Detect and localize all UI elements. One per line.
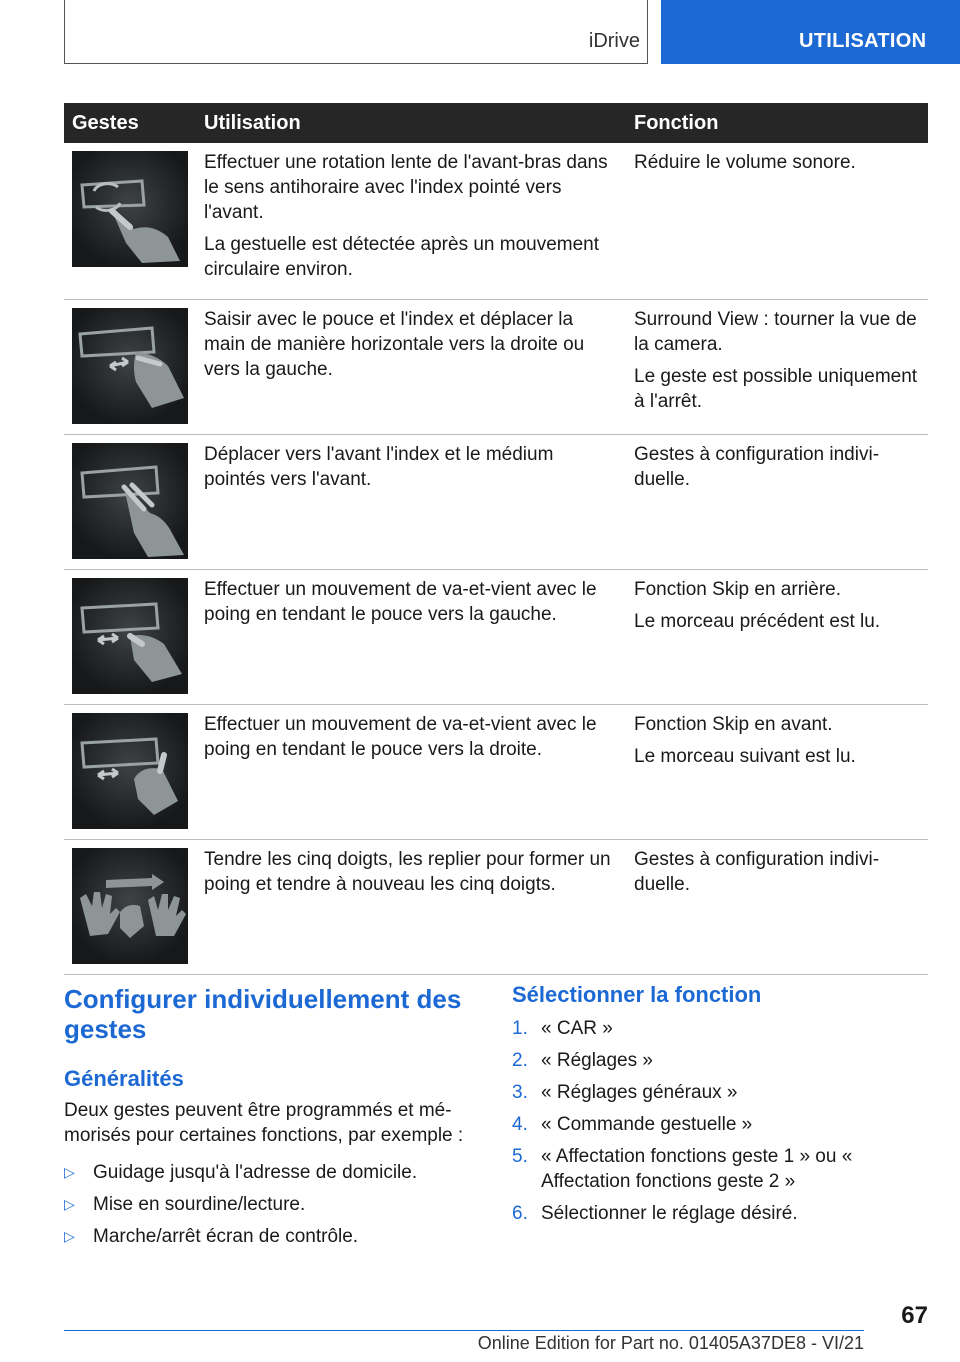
- function-text: Le morceau suivant est lu.: [634, 746, 856, 767]
- rotate-gesture-icon: [72, 151, 188, 267]
- table-row: [64, 300, 928, 435]
- usage-text: Tendre les cinq doigts, les replier pour former un poing et tendre à nouveau les cinq doigts.: [204, 849, 611, 895]
- function-text: Le geste est possible uniquement à l'arrêt.: [634, 366, 918, 412]
- two-finger-point-gesture-icon: [72, 443, 188, 559]
- section-title: Sélectionner la fonction: [512, 982, 762, 1007]
- usage-text: Déplacer vers l'avant l'index et le médium pointés vers l'avant.: [204, 444, 554, 490]
- subsection-title: Généralités: [64, 1066, 184, 1091]
- list-item: 6. Sélectionner le réglage désiré.: [512, 1203, 798, 1224]
- usage-text: La gestuelle est détectée après un mouvement circulaire environ.: [204, 234, 600, 280]
- header-frame: [64, 0, 648, 64]
- list-item: 3. « Réglages généraux »: [512, 1082, 738, 1103]
- steps-list: [512, 1016, 928, 1226]
- table-row: [64, 435, 928, 570]
- header-chapter-tab: UTILISATION: [661, 0, 960, 64]
- right-column: [512, 982, 928, 1233]
- table-header-row: [64, 103, 928, 143]
- header-section-title: iDrive: [588, 30, 640, 52]
- open-fist-open-gesture-icon: [72, 848, 188, 964]
- usage-text: Effectuer une rotation lente de l'avant-bras dans le sens antihoraire avec l'index pointé vers l'avant.: [204, 152, 608, 223]
- list-item: 2. « Réglages »: [512, 1050, 653, 1071]
- list-item: 5. « Affectation fonctions geste 1 » ou « Affectation fonctions geste 2 »: [512, 1146, 853, 1192]
- usage-text: Effectuer un mouvement de va‐et‐vient avec le poing en tendant le pouce vers la droite.: [204, 714, 597, 760]
- column-header-gestes: Gestes: [64, 103, 196, 143]
- column-header-fonction: Fonction: [626, 103, 928, 143]
- function-text: Réduire le volume sonore.: [634, 152, 856, 173]
- list-item: ▷ Mise en sourdine/lecture.: [64, 1194, 306, 1215]
- table-row: [64, 840, 928, 975]
- list-item: 1. « CAR »: [512, 1018, 613, 1039]
- usage-text: Effectuer un mouvement de va‐et‐vient avec le poing en tendant le pouce vers la gauche.: [204, 579, 597, 625]
- intro-paragraph: Deux gestes peuvent être programmés et mé‐morisés pour certaines fonctions, par exemple :: [64, 1100, 464, 1146]
- footer-edition: Online Edition for Part no. 01405A37DE8 - VI/21: [477, 1333, 864, 1353]
- list-item: ▷ Marche/arrêt écran de contrôle.: [64, 1226, 359, 1247]
- function-text: Gestes à configuration indivi‐duelle.: [634, 444, 880, 490]
- bullet-list: [64, 1160, 484, 1249]
- footer-divider: [64, 1330, 864, 1331]
- triangle-bullet-icon: ▷: [64, 1196, 75, 1212]
- list-item: 4. « Commande gestuelle »: [512, 1114, 753, 1135]
- function-text: Gestes à configuration indivi‐duelle.: [634, 849, 880, 895]
- table-row: [64, 570, 928, 705]
- usage-text: Saisir avec le pouce et l'index et déplacer la main de manière horizontale vers la droite ou vers la gauche.: [204, 309, 585, 380]
- function-text: Fonction Skip en arrière.: [634, 579, 841, 600]
- triangle-bullet-icon: ▷: [64, 1164, 75, 1180]
- gestures-table: [64, 103, 928, 975]
- page-number: 67: [901, 1302, 928, 1329]
- triangle-bullet-icon: ▷: [64, 1228, 75, 1244]
- function-text: Le morceau précédent est lu.: [634, 611, 881, 632]
- pinch-swipe-gesture-icon: [72, 308, 188, 424]
- thumb-left-gesture-icon: [72, 578, 188, 694]
- function-text: Fonction Skip en avant.: [634, 714, 833, 735]
- column-header-utilisation: Utilisation: [196, 103, 626, 143]
- function-text: Surround View : tourner la vue de la camera.: [634, 309, 917, 355]
- thumb-right-gesture-icon: [72, 713, 188, 829]
- table-row: [64, 143, 928, 300]
- list-item: ▷ Guidage jusqu'à l'adresse de domicile.: [64, 1162, 418, 1183]
- table-row: [64, 705, 928, 840]
- section-title: Configurer individuellement des gestes: [64, 984, 462, 1044]
- left-column: [64, 984, 484, 1256]
